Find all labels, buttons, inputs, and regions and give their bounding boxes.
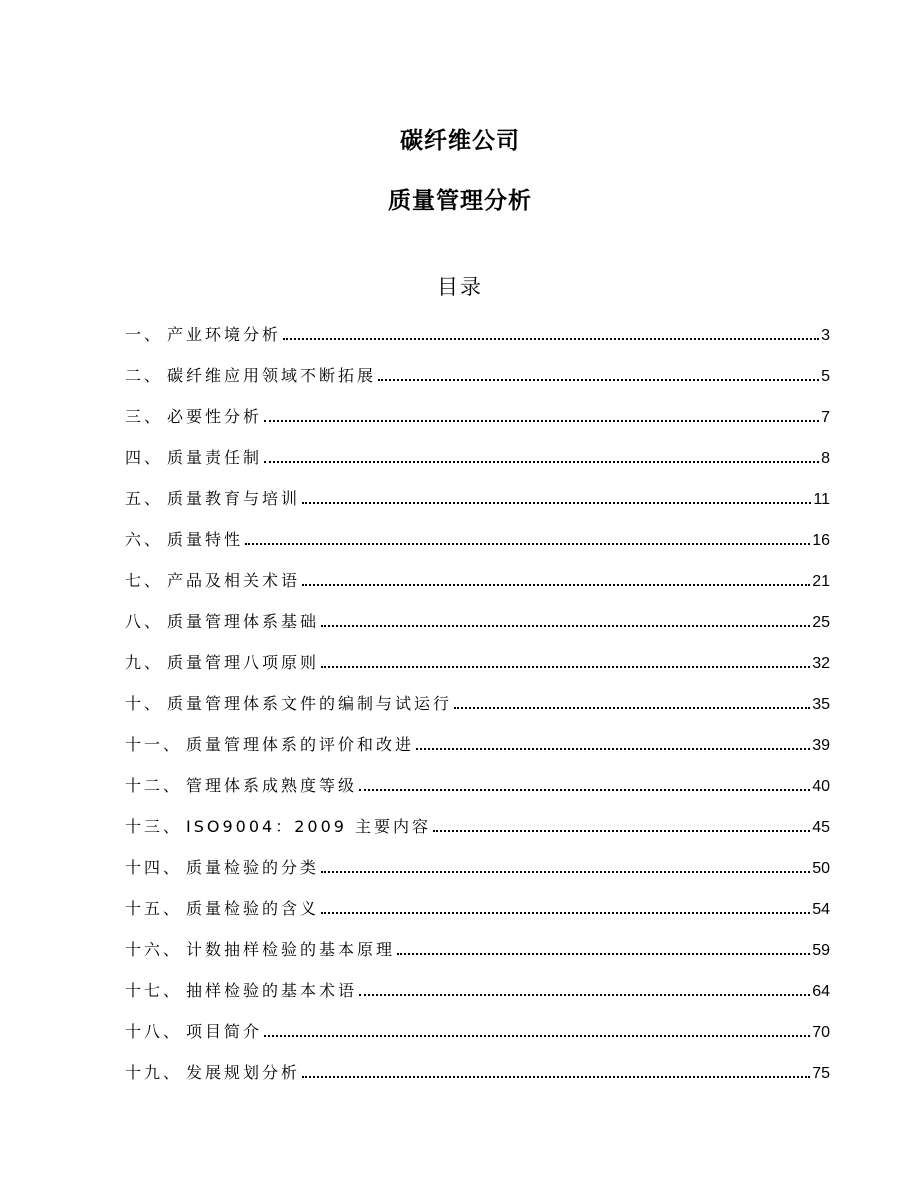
toc-entry-title: 质量教育与培训 (167, 489, 301, 508)
toc-leader-dots (302, 502, 811, 504)
toc-entry-title: 质量责任制 (167, 448, 263, 467)
toc-entry-number: 十七、 (125, 981, 183, 1000)
toc-leader-dots (283, 338, 819, 340)
toc-entry-number: 十四、 (125, 858, 183, 877)
toc-entry-page: 64 (812, 983, 830, 1000)
toc-entry[interactable] (125, 365, 830, 406)
toc-entry[interactable] (125, 652, 830, 693)
toc-entry-number: 十六、 (125, 940, 183, 959)
toc-entry-number: 七、 (125, 571, 164, 590)
toc-leader-dots (321, 871, 810, 873)
toc-entry-number: 十八、 (125, 1022, 183, 1041)
toc-entry-number: 五、 (125, 489, 164, 508)
document-subtitle: 质量管理分析 (388, 188, 532, 214)
toc-entry[interactable] (125, 406, 830, 447)
toc-leader-dots (302, 1076, 810, 1078)
toc-entry-number: 二、 (125, 366, 164, 385)
toc-entry-number: 一、 (125, 325, 164, 344)
toc-entry-title: 抽样检验的基本术语 (186, 981, 358, 1000)
toc-entry-title: 质量检验的含义 (186, 899, 320, 918)
toc-leader-dots (321, 912, 810, 914)
toc-entry-title: 质量管理八项原则 (167, 653, 320, 672)
toc-entry-title: 项目简介 (186, 1022, 263, 1041)
toc-entry-title: 质量特性 (167, 530, 244, 549)
toc-leader-dots (359, 994, 810, 996)
toc-entry-page: 32 (812, 655, 830, 672)
toc-entry-title: 碳纤维应用领域不断拓展 (167, 366, 377, 385)
toc-entry-title: 质量管理体系文件的编制与试运行 (167, 694, 453, 713)
toc-leader-dots (433, 830, 810, 832)
toc-entry-number: 六、 (125, 530, 164, 549)
toc-entry-title: 产业环境分析 (167, 325, 282, 344)
toc-entry-page: 75 (812, 1065, 830, 1082)
toc-entry-title: 产品及相关术语 (167, 571, 301, 590)
toc-entry[interactable] (125, 488, 830, 529)
toc-entry-page: 35 (812, 696, 830, 713)
toc-leader-dots (359, 789, 810, 791)
toc-leader-dots (264, 1035, 810, 1037)
toc-entry-page: 5 (821, 368, 830, 385)
toc-entry-title: 质量检验的分类 (186, 858, 320, 877)
toc-entry-number: 十、 (125, 694, 164, 713)
toc-entry[interactable] (125, 1021, 830, 1062)
toc-entry[interactable] (125, 734, 830, 775)
toc-leader-dots (378, 379, 819, 381)
toc-entry-page: 7 (821, 409, 830, 426)
toc-entry[interactable] (125, 447, 830, 488)
toc-entry[interactable] (125, 324, 830, 365)
toc-entry-title: ISO9004：2009 主要内容 (186, 817, 432, 836)
toc-leader-dots (245, 543, 810, 545)
toc-entry-number: 四、 (125, 448, 164, 467)
toc-entry-page: 59 (812, 942, 830, 959)
toc-entry-title: 质量管理体系基础 (167, 612, 320, 631)
toc-leader-dots (321, 666, 810, 668)
toc-entry-page: 40 (812, 778, 830, 795)
toc-entry[interactable] (125, 857, 830, 898)
toc-leader-dots (302, 584, 810, 586)
toc-entry-page: 21 (812, 573, 830, 590)
toc-entry-title: 必要性分析 (167, 407, 263, 426)
document-title: 碳纤维公司 (400, 128, 520, 154)
toc-leader-dots (321, 625, 810, 627)
toc-entry-page: 45 (812, 819, 830, 836)
toc-entry[interactable] (125, 693, 830, 734)
toc-entry[interactable] (125, 939, 830, 980)
toc-leader-dots (454, 707, 810, 709)
toc-entry-number: 九、 (125, 653, 164, 672)
toc-entry-page: 54 (812, 901, 830, 918)
toc-entry[interactable] (125, 980, 830, 1021)
toc-entry-page: 11 (813, 491, 830, 508)
toc-entry-number: 十一、 (125, 735, 183, 754)
toc-entry-number: 三、 (125, 407, 164, 426)
toc-entry-page: 39 (812, 737, 830, 754)
toc-entry-number: 十五、 (125, 899, 183, 918)
toc-leader-dots (264, 420, 819, 422)
toc-entry-page: 70 (812, 1024, 830, 1041)
toc-entry[interactable] (125, 570, 830, 611)
toc-entry-title: 管理体系成熟度等级 (186, 776, 358, 795)
toc-entry[interactable] (125, 1062, 830, 1103)
toc-heading: 目录 (437, 275, 483, 299)
toc-entry-number: 十三、 (125, 817, 183, 836)
toc-entry[interactable] (125, 898, 830, 939)
toc-entry-number: 八、 (125, 612, 164, 631)
toc-entry-page: 25 (812, 614, 830, 631)
toc-entry-page: 3 (821, 327, 830, 344)
toc-entry-title: 计数抽样检验的基本原理 (186, 940, 396, 959)
toc-entry-title: 发展规划分析 (186, 1063, 301, 1082)
toc-entry-title: 质量管理体系的评价和改进 (186, 735, 415, 754)
toc-entry-number: 十九、 (125, 1063, 183, 1082)
table-of-contents (125, 324, 830, 1103)
toc-leader-dots (397, 953, 810, 955)
toc-entry[interactable] (125, 611, 830, 652)
toc-entry-page: 8 (821, 450, 830, 467)
toc-entry-page: 16 (812, 532, 830, 549)
toc-leader-dots (264, 461, 819, 463)
toc-entry[interactable] (125, 775, 830, 816)
toc-entry[interactable] (125, 529, 830, 570)
toc-entry-page: 50 (812, 860, 830, 877)
toc-entry-number: 十二、 (125, 776, 183, 795)
toc-leader-dots (416, 748, 810, 750)
toc-entry[interactable] (125, 816, 830, 857)
